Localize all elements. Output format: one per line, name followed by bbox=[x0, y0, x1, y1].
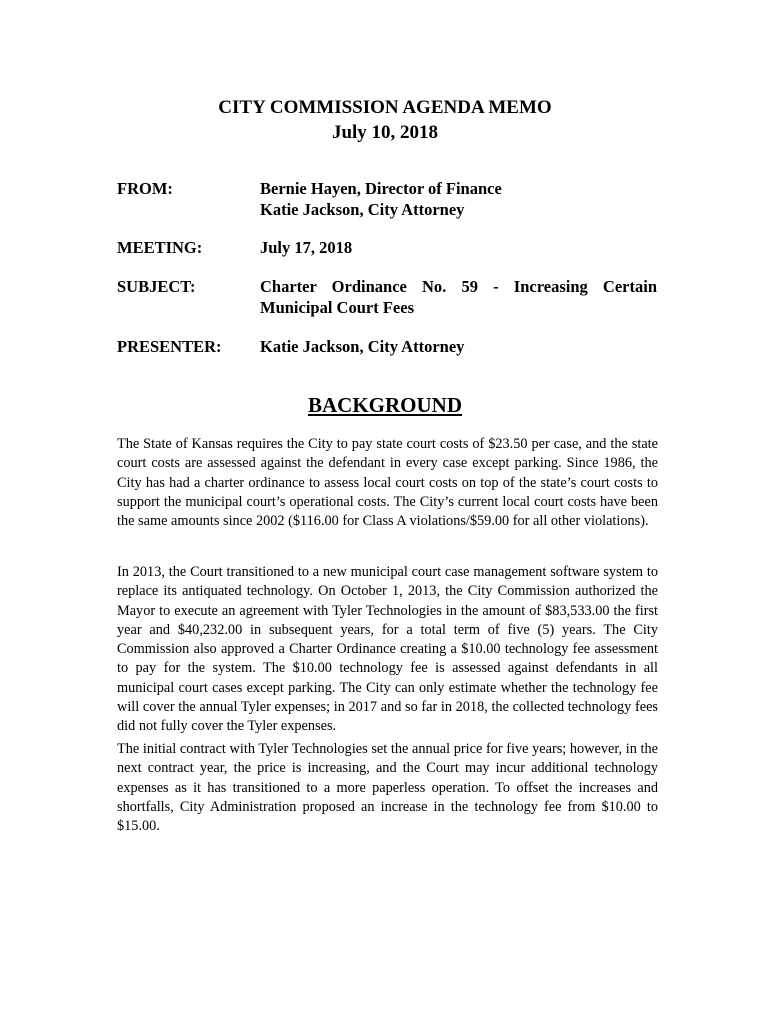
background-paragraph-3: The initial contract with Tyler Technologies set the annual price for five years; however, in the next contract year, the price is increasing, and the Court may incur additional technology expenses as it has transitioned to a more paperless operation. To offset the increases and shortfalls, City Administration proposed an increase in the technology fee from $10.00 to $15.00. bbox=[117, 741, 658, 835]
subject-value bbox=[260, 276, 657, 318]
background-heading: BACKGROUND bbox=[307, 393, 462, 417]
from-line-2: Katie Jackson, City Attorney bbox=[260, 200, 465, 219]
background-paragraph-1: The State of Kansas requires the City to pay state court costs of $23.50 per case, and the state court costs are assessed against the defendant in every case except parking. Since 1986, the City has had a charter ordinance to assess local court costs on top of the state’s court costs to support the municipal court’s operational costs. The City’s current local court costs have been the same amounts since 2002 ($116.00 for Class A violations/$59.00 for all other violations). bbox=[117, 436, 658, 530]
meeting-label: MEETING: bbox=[117, 238, 203, 257]
memo-date: July 10, 2018 bbox=[331, 122, 439, 143]
meeting-date: July 17, 2018 bbox=[260, 238, 353, 257]
background-paragraph-2: In 2013, the Court transitioned to a new municipal court case management software system to replace its antiquated technology. On October 1, 2013, the City Commission authorized the Mayor to execute an agreement with Tyler Technologies in the amount of $83,533.00 the first year and $40,232.00 in subsequent years, for a total term of five (5) years. The City Commission also approved a Charter Ordinance creating a $10.00 technology fee assessment to pay for the system. The $10.00 technology fee is assessed against defendants in all municipal court cases except parking. The City can only estimate whether the technology fee will cover the annual Tyler expenses; in 2017 and so far in 2018, the collected technology fees did not fully cover the Tyler expenses. bbox=[117, 564, 658, 735]
presenter-name: Katie Jackson, City Attorney bbox=[260, 337, 465, 356]
presenter-value bbox=[260, 336, 660, 357]
from-value bbox=[260, 178, 660, 220]
subject-line-1: Charter Ordinance No. 59 - Increasing Certain bbox=[260, 277, 657, 296]
meeting-value bbox=[260, 237, 660, 258]
memo-title: CITY COMMISSION AGENDA MEMO bbox=[218, 97, 552, 118]
subject-label: SUBJECT: bbox=[117, 277, 196, 296]
from-label: FROM: bbox=[117, 179, 173, 198]
presenter-label: PRESENTER: bbox=[117, 337, 222, 356]
subject-line-2: Municipal Court Fees bbox=[260, 298, 414, 317]
from-line-1: Bernie Hayen, Director of Finance bbox=[260, 179, 502, 198]
